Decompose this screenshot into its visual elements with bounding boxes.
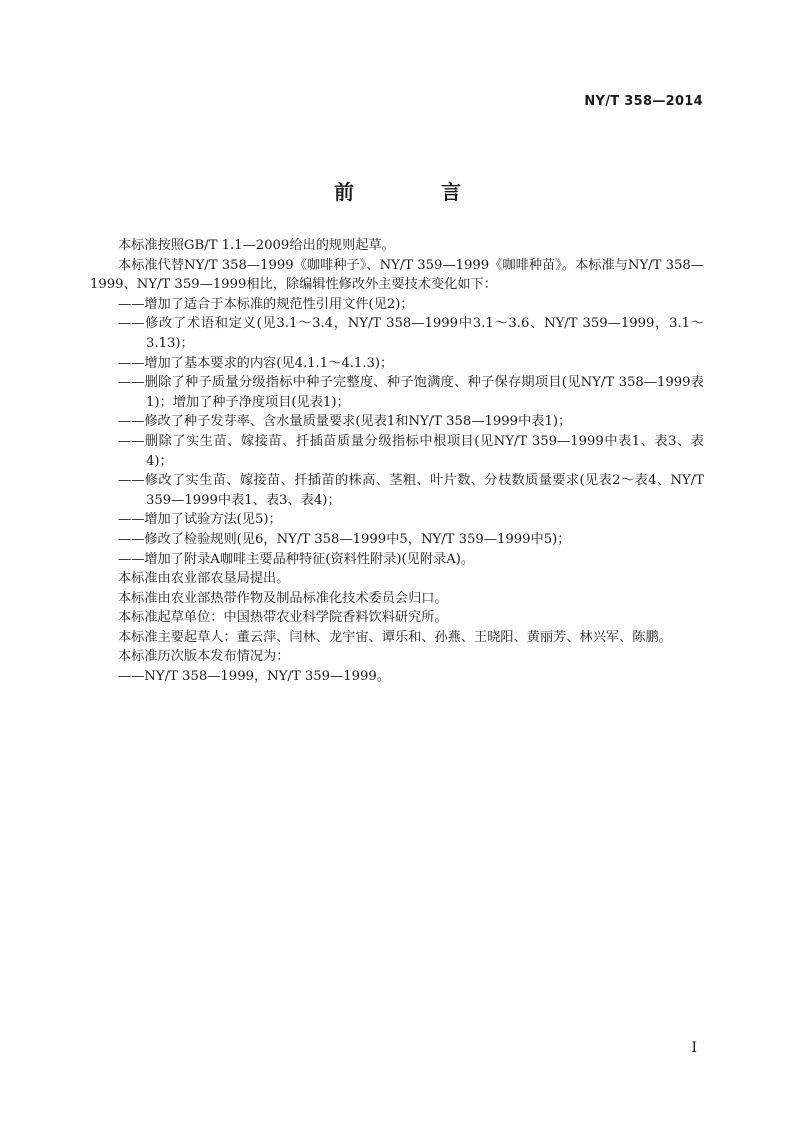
paragraph-drafting-rules: 本标准按照GB/T 1.1—2009给出的规则起草。 xyxy=(118,238,395,253)
change-item: ——修改了种子发芽率、含水量质量要求(见表1和NY/T 358—1999中表1)； xyxy=(118,414,572,430)
change-item: ——删除了实生苗、嫁接苗、扦插苗质量分级指标中根项目(见NY/T 359—1999中表1、表3、表4)； xyxy=(118,433,704,469)
page-number: I xyxy=(691,1040,697,1056)
paragraph-proposer: 本标准由农业部农垦局提出。 xyxy=(118,571,290,587)
change-item: ——修改了检验规则(见6，NY/T 358—1999中5，NY/T 359—1999中5)； xyxy=(118,531,571,547)
change-item: ——修改了术语和定义(见3.1～3.4，NY/T 358—1999中3.1～3.6、NY/T 359—1999，3.1～3.13)； xyxy=(118,316,704,351)
history-item: ——NY/T 358—1999，NY/T 359—1999。 xyxy=(118,669,390,685)
change-item: ——删除了种子质量分级指标中种子完整度、种子饱满度、种子保存期项目(见NY/T 358—1999表1)；增加了种子净度项目(见表1)； xyxy=(118,375,704,410)
paragraph-history: 本标准历次版本发布情况为： xyxy=(118,649,290,665)
standard-code: NY/T 358—2014 xyxy=(584,94,703,109)
paragraph-replacement: 本标准代替NY/T 358—1999《咖啡种子》、NY/T 359—1999《咖啡种苗》。本标准与NY/T 358—1999、NY/T 359—1999相比，除编辑性修改外主要技术变化如下： xyxy=(90,257,704,293)
change-item: ——增加了适合于本标准的规范性引用文件(见2)； xyxy=(118,296,414,312)
change-item: ——修改了实生苗、嫁接苗、扦插苗的株高、茎粗、叶片数、分枝数质量要求(见表2～表4、NY/T 359—1999中表1、表3、表4)； xyxy=(118,473,704,508)
change-item: ——增加了附录A咖啡主要品种特征(资料性附录)(见附录A)。 xyxy=(118,551,475,567)
paragraph-drafting-unit: 本标准起草单位：中国热带农业科学院香料饮料研究所。 xyxy=(118,610,448,626)
foreword-body xyxy=(90,236,704,687)
change-item: ——增加了基本要求的内容(见4.1.1～4.1.3)； xyxy=(118,355,394,371)
page-title: 前 言 xyxy=(334,180,501,204)
paragraph-drafters: 本标准主要起草人：董云萍、闫林、龙宇宙、谭乐和、孙燕、王晓阳、黄丽芳、林兴军、陈鹏。 xyxy=(118,629,672,645)
paragraph-technical-committee: 本标准由农业部热带作物及制品标准化技术委员会归口。 xyxy=(118,590,448,606)
change-item: ——增加了试验方法(见5)； xyxy=(118,512,282,528)
